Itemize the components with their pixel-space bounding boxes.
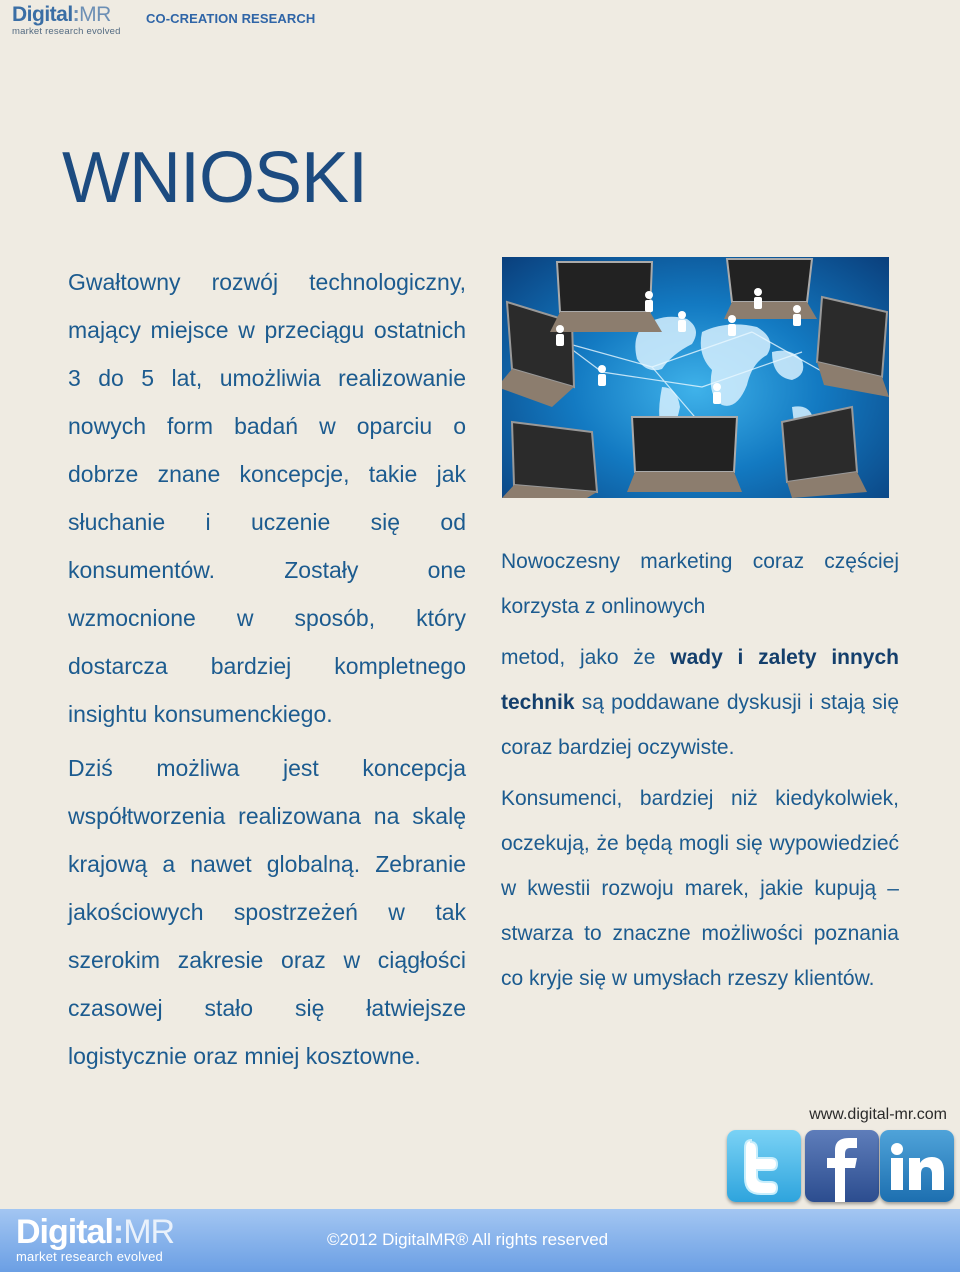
right-paragraph-2: metod, jako że wady i zalety innych technik są poddawane dyskusji i stają się coraz bardziej oczywiste. [501,646,899,759]
footer-logo-wordmark: Digital:MR [16,1213,175,1251]
copyright-text: ©2012 DigitalMR® All rights reserved [327,1230,609,1249]
linkedin-icon[interactable] [880,1130,954,1202]
website-link[interactable]: www.digital-mr.com [809,1106,947,1123]
linkedin-glyph [880,1130,954,1202]
emphasis-wady-zalety: wady i zalety innych technik [501,646,899,714]
page-title: WNIOSKI [62,138,368,218]
header-tag: CO-CREATION RESEARCH [146,11,316,26]
footer-logo-tagline: market research evolved [16,1249,163,1264]
footer-logo[interactable] [16,1215,174,1264]
right-paragraph-1: Nowoczesny marketing coraz częściej korzysta z onlinowych [501,550,899,618]
twitter-icon[interactable] [727,1130,801,1202]
twitter-glyph [727,1130,801,1202]
facebook-glyph [805,1130,879,1202]
header-logo[interactable] [12,4,138,38]
right-column [501,539,899,1001]
network-illustration [502,257,889,498]
logo-wordmark: Digital:MR [12,3,111,26]
left-paragraph-2: Dziś możliwa jest koncepcja współtworzenia realizowana na skalę krajową a nawet globalną. Zebranie jakościowych spostrzeżeń w tak szerokim zakresie oraz w ciągłości czasowej stało się łatwiejsze logistycznie oraz mniej kosztowne. [68,755,466,1069]
network-laptops-image [502,257,889,498]
logo-tagline: market research evolved [12,26,121,37]
left-column [68,258,466,1080]
right-paragraph-3: Konsumenci, bardziej niż kiedykolwiek, oczekują, że będą mogli się wypowiedzieć w kwestii rozwoju marek, jakie kupują – stwarza to znaczne możliwości poznania co kryje się w umysłach rzeszy klientów. [501,787,899,990]
facebook-icon[interactable] [805,1130,879,1202]
left-paragraph-1: Gwałtowny rozwój technologiczny, mający miejsce w przeciągu ostatnich 3 do 5 lat, umożliwia realizowanie nowych form badań w oparciu o dobrze znane koncepcje, takie jak słuchanie i uczenie się od konsumentów. Zostały one wzmocnione w sposób, który dostarcza bardziej kompletnego insightu konsumenckiego. [68,269,466,727]
